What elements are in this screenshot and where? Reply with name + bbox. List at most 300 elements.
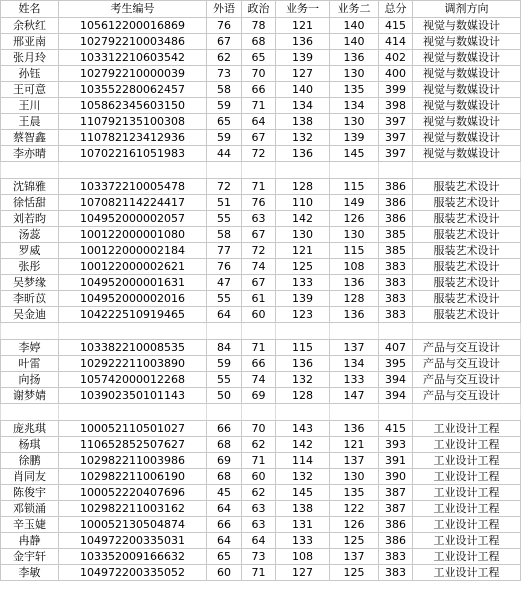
name-cell[interactable]: 杨琪 bbox=[1, 437, 59, 453]
exam-id-cell[interactable]: 104222510919465 bbox=[59, 307, 207, 323]
adjust-direction-cell[interactable]: 工业设计工程 bbox=[413, 453, 521, 469]
subject-one-cell[interactable]: 131 bbox=[276, 517, 330, 533]
total-score-cell[interactable]: 395 bbox=[379, 356, 413, 372]
politics-cell[interactable]: 67 bbox=[242, 227, 276, 243]
name-cell[interactable]: 李婷 bbox=[1, 340, 59, 356]
subject-two-cell[interactable]: 134 bbox=[330, 98, 379, 114]
politics-cell[interactable]: 62 bbox=[242, 437, 276, 453]
subject-two-cell[interactable]: 121 bbox=[330, 437, 379, 453]
subject-one-cell[interactable]: 132 bbox=[276, 372, 330, 388]
subject-two-cell[interactable]: 135 bbox=[330, 82, 379, 98]
adjust-direction-cell[interactable]: 工业设计工程 bbox=[413, 501, 521, 517]
total-score-cell[interactable]: 407 bbox=[379, 340, 413, 356]
foreign-language-cell[interactable]: 44 bbox=[207, 146, 242, 162]
exam-id-cell[interactable]: 102982211003162 bbox=[59, 501, 207, 517]
foreign-language-cell[interactable]: 62 bbox=[207, 50, 242, 66]
politics-cell[interactable]: 66 bbox=[242, 356, 276, 372]
name-cell[interactable]: 邓锁涌 bbox=[1, 501, 59, 517]
subject-two-cell[interactable]: 136 bbox=[330, 307, 379, 323]
empty-cell[interactable] bbox=[413, 404, 521, 421]
subject-two-cell[interactable]: 130 bbox=[330, 114, 379, 130]
total-score-cell[interactable]: 387 bbox=[379, 485, 413, 501]
exam-id-cell[interactable]: 102792210000039 bbox=[59, 66, 207, 82]
total-score-cell[interactable]: 387 bbox=[379, 501, 413, 517]
politics-cell[interactable]: 61 bbox=[242, 291, 276, 307]
subject-one-cell[interactable]: 140 bbox=[276, 82, 330, 98]
subject-two-cell[interactable]: 122 bbox=[330, 501, 379, 517]
exam-id-cell[interactable]: 104952000002057 bbox=[59, 211, 207, 227]
adjust-direction-cell[interactable]: 服装艺术设计 bbox=[413, 259, 521, 275]
foreign-language-cell[interactable]: 64 bbox=[207, 533, 242, 549]
table-row bbox=[1, 307, 521, 323]
adjust-direction-cell[interactable]: 产品与交互设计 bbox=[413, 372, 521, 388]
empty-cell[interactable] bbox=[379, 404, 413, 421]
adjust-direction-cell[interactable]: 视觉与数媒设计 bbox=[413, 130, 521, 146]
subject-one-cell[interactable]: 145 bbox=[276, 485, 330, 501]
name-cell[interactable]: 王川 bbox=[1, 98, 59, 114]
politics-cell[interactable]: 63 bbox=[242, 211, 276, 227]
total-score-cell[interactable]: 397 bbox=[379, 146, 413, 162]
politics-cell[interactable]: 72 bbox=[242, 146, 276, 162]
total-score-cell[interactable]: 397 bbox=[379, 114, 413, 130]
exam-id-cell[interactable]: 100122000002184 bbox=[59, 243, 207, 259]
table-row bbox=[1, 259, 521, 275]
subject-two-cell[interactable]: 134 bbox=[330, 356, 379, 372]
name-cell[interactable]: 汤蕊 bbox=[1, 227, 59, 243]
subject-two-cell[interactable]: 130 bbox=[330, 469, 379, 485]
total-score-cell[interactable]: 391 bbox=[379, 453, 413, 469]
total-score-cell[interactable]: 397 bbox=[379, 130, 413, 146]
subject-one-cell[interactable]: 133 bbox=[276, 275, 330, 291]
total-score-cell[interactable]: 386 bbox=[379, 195, 413, 211]
empty-cell[interactable] bbox=[1, 162, 59, 179]
politics-cell[interactable]: 67 bbox=[242, 130, 276, 146]
foreign-language-cell[interactable]: 58 bbox=[207, 227, 242, 243]
subject-one-cell[interactable]: 125 bbox=[276, 259, 330, 275]
subject-two-cell[interactable]: 136 bbox=[330, 421, 379, 437]
foreign-language-cell[interactable]: 47 bbox=[207, 275, 242, 291]
adjust-direction-cell[interactable]: 工业设计工程 bbox=[413, 485, 521, 501]
name-cell[interactable]: 张月玲 bbox=[1, 50, 59, 66]
name-cell[interactable]: 徐恬甜 bbox=[1, 195, 59, 211]
politics-cell[interactable]: 71 bbox=[242, 98, 276, 114]
adjust-direction-cell[interactable]: 视觉与数媒设计 bbox=[413, 50, 521, 66]
adjust-direction-cell[interactable]: 服装艺术设计 bbox=[413, 211, 521, 227]
politics-cell[interactable]: 73 bbox=[242, 549, 276, 565]
total-score-cell[interactable]: 394 bbox=[379, 388, 413, 404]
politics-cell[interactable]: 65 bbox=[242, 50, 276, 66]
subject-one-cell[interactable]: 142 bbox=[276, 211, 330, 227]
politics-cell[interactable]: 64 bbox=[242, 533, 276, 549]
name-cell[interactable]: 张彤 bbox=[1, 259, 59, 275]
foreign-language-cell[interactable]: 51 bbox=[207, 195, 242, 211]
subject-two-cell[interactable]: 137 bbox=[330, 340, 379, 356]
total-score-cell[interactable]: 383 bbox=[379, 307, 413, 323]
exam-id-cell[interactable]: 102982211003986 bbox=[59, 453, 207, 469]
politics-cell[interactable]: 63 bbox=[242, 517, 276, 533]
adjust-direction-cell[interactable]: 工业设计工程 bbox=[413, 565, 521, 581]
header-subject-two[interactable]: 业务二 bbox=[330, 1, 379, 18]
total-score-cell[interactable]: 402 bbox=[379, 50, 413, 66]
politics-cell[interactable]: 70 bbox=[242, 421, 276, 437]
subject-one-cell[interactable]: 121 bbox=[276, 18, 330, 34]
exam-id-cell[interactable]: 110782123412936 bbox=[59, 130, 207, 146]
subject-one-cell[interactable]: 133 bbox=[276, 533, 330, 549]
subject-one-cell[interactable]: 128 bbox=[276, 179, 330, 195]
subject-one-cell[interactable]: 132 bbox=[276, 130, 330, 146]
adjust-direction-cell[interactable]: 工业设计工程 bbox=[413, 437, 521, 453]
foreign-language-cell[interactable]: 68 bbox=[207, 437, 242, 453]
header-adjust-direction[interactable]: 调剂方向 bbox=[413, 1, 521, 18]
empty-cell[interactable] bbox=[242, 162, 276, 179]
subject-one-cell[interactable]: 127 bbox=[276, 66, 330, 82]
adjust-direction-cell[interactable]: 工业设计工程 bbox=[413, 533, 521, 549]
foreign-language-cell[interactable]: 55 bbox=[207, 211, 242, 227]
header-total-score[interactable]: 总分 bbox=[379, 1, 413, 18]
foreign-language-cell[interactable]: 64 bbox=[207, 501, 242, 517]
politics-cell[interactable]: 67 bbox=[242, 275, 276, 291]
total-score-cell[interactable]: 386 bbox=[379, 211, 413, 227]
subject-one-cell[interactable]: 136 bbox=[276, 356, 330, 372]
adjust-direction-cell[interactable]: 服装艺术设计 bbox=[413, 227, 521, 243]
total-score-cell[interactable]: 385 bbox=[379, 243, 413, 259]
header-politics[interactable]: 政治 bbox=[242, 1, 276, 18]
foreign-language-cell[interactable]: 65 bbox=[207, 549, 242, 565]
empty-cell[interactable] bbox=[242, 323, 276, 340]
subject-one-cell[interactable]: 138 bbox=[276, 114, 330, 130]
table-row bbox=[1, 243, 521, 259]
foreign-language-cell[interactable]: 68 bbox=[207, 469, 242, 485]
exam-id-cell[interactable]: 103382210008535 bbox=[59, 340, 207, 356]
foreign-language-cell[interactable]: 72 bbox=[207, 179, 242, 195]
name-cell[interactable]: 辛玉婕 bbox=[1, 517, 59, 533]
empty-cell[interactable] bbox=[1, 404, 59, 421]
adjust-direction-cell[interactable]: 产品与交互设计 bbox=[413, 340, 521, 356]
total-score-cell[interactable]: 386 bbox=[379, 533, 413, 549]
table-row bbox=[1, 356, 521, 372]
total-score-cell[interactable]: 414 bbox=[379, 34, 413, 50]
foreign-language-cell[interactable]: 55 bbox=[207, 291, 242, 307]
exam-id-cell[interactable]: 103312210603542 bbox=[59, 50, 207, 66]
name-cell[interactable]: 李亦晴 bbox=[1, 146, 59, 162]
table-row bbox=[1, 485, 521, 501]
table-row bbox=[1, 98, 521, 114]
subject-two-cell[interactable]: 147 bbox=[330, 388, 379, 404]
foreign-language-cell[interactable]: 66 bbox=[207, 421, 242, 437]
politics-cell[interactable]: 71 bbox=[242, 453, 276, 469]
politics-cell[interactable]: 76 bbox=[242, 195, 276, 211]
politics-cell[interactable]: 74 bbox=[242, 372, 276, 388]
exam-id-cell[interactable]: 104952000002016 bbox=[59, 291, 207, 307]
subject-one-cell[interactable]: 136 bbox=[276, 34, 330, 50]
politics-cell[interactable]: 71 bbox=[242, 565, 276, 581]
adjust-direction-cell[interactable]: 服装艺术设计 bbox=[413, 307, 521, 323]
subject-one-cell[interactable]: 138 bbox=[276, 501, 330, 517]
header-row bbox=[1, 1, 521, 18]
exam-id-cell[interactable]: 100052130504874 bbox=[59, 517, 207, 533]
exam-id-cell[interactable]: 107022161051983 bbox=[59, 146, 207, 162]
total-score-cell[interactable]: 386 bbox=[379, 179, 413, 195]
name-cell[interactable]: 沈锦雅 bbox=[1, 179, 59, 195]
exam-id-cell[interactable]: 110652852507627 bbox=[59, 437, 207, 453]
table-row bbox=[1, 565, 521, 581]
subject-one-cell[interactable]: 143 bbox=[276, 421, 330, 437]
politics-cell[interactable]: 66 bbox=[242, 82, 276, 98]
subject-two-cell[interactable]: 137 bbox=[330, 549, 379, 565]
subject-one-cell[interactable]: 130 bbox=[276, 227, 330, 243]
subject-two-cell[interactable]: 126 bbox=[330, 211, 379, 227]
adjust-direction-cell[interactable]: 工业设计工程 bbox=[413, 469, 521, 485]
subject-one-cell[interactable]: 115 bbox=[276, 340, 330, 356]
name-cell[interactable]: 蔡智鑫 bbox=[1, 130, 59, 146]
empty-cell[interactable] bbox=[242, 404, 276, 421]
adjust-direction-cell[interactable]: 服装艺术设计 bbox=[413, 195, 521, 211]
foreign-language-cell[interactable]: 66 bbox=[207, 517, 242, 533]
total-score-cell[interactable]: 415 bbox=[379, 421, 413, 437]
subject-two-cell[interactable]: 126 bbox=[330, 517, 379, 533]
empty-cell[interactable] bbox=[276, 404, 330, 421]
subject-one-cell[interactable]: 110 bbox=[276, 195, 330, 211]
total-score-cell[interactable]: 394 bbox=[379, 372, 413, 388]
subject-two-cell[interactable]: 149 bbox=[330, 195, 379, 211]
foreign-language-cell[interactable]: 67 bbox=[207, 34, 242, 50]
name-cell[interactable]: 邢亚南 bbox=[1, 34, 59, 50]
adjust-direction-cell[interactable]: 视觉与数媒设计 bbox=[413, 82, 521, 98]
name-cell[interactable]: 孙钰 bbox=[1, 66, 59, 82]
subject-one-cell[interactable]: 128 bbox=[276, 388, 330, 404]
empty-cell[interactable] bbox=[1, 323, 59, 340]
header-foreign-language[interactable]: 外语 bbox=[207, 1, 242, 18]
name-cell[interactable]: 余秋红 bbox=[1, 18, 59, 34]
politics-cell[interactable]: 60 bbox=[242, 469, 276, 485]
total-score-cell[interactable]: 383 bbox=[379, 549, 413, 565]
subject-two-cell[interactable]: 145 bbox=[330, 146, 379, 162]
exam-id-cell[interactable]: 107082114224417 bbox=[59, 195, 207, 211]
exam-id-cell[interactable]: 100122000002621 bbox=[59, 259, 207, 275]
total-score-cell[interactable]: 383 bbox=[379, 275, 413, 291]
empty-cell[interactable] bbox=[379, 323, 413, 340]
politics-cell[interactable]: 71 bbox=[242, 179, 276, 195]
foreign-language-cell[interactable]: 76 bbox=[207, 18, 242, 34]
adjust-direction-cell[interactable]: 工业设计工程 bbox=[413, 549, 521, 565]
empty-cell[interactable] bbox=[379, 162, 413, 179]
subject-two-cell[interactable]: 139 bbox=[330, 130, 379, 146]
foreign-language-cell[interactable]: 77 bbox=[207, 243, 242, 259]
foreign-language-cell[interactable]: 76 bbox=[207, 259, 242, 275]
total-score-cell[interactable]: 386 bbox=[379, 517, 413, 533]
exam-id-cell[interactable]: 103372210005478 bbox=[59, 179, 207, 195]
politics-cell[interactable]: 72 bbox=[242, 243, 276, 259]
exam-id-cell[interactable]: 104972200335052 bbox=[59, 565, 207, 581]
name-cell[interactable]: 王可意 bbox=[1, 82, 59, 98]
politics-cell[interactable]: 60 bbox=[242, 307, 276, 323]
foreign-language-cell[interactable]: 73 bbox=[207, 66, 242, 82]
foreign-language-cell[interactable]: 60 bbox=[207, 565, 242, 581]
subject-two-cell[interactable]: 136 bbox=[330, 275, 379, 291]
name-cell[interactable]: 金宇轩 bbox=[1, 549, 59, 565]
adjust-direction-cell[interactable]: 视觉与数媒设计 bbox=[413, 66, 521, 82]
subject-one-cell[interactable]: 121 bbox=[276, 243, 330, 259]
name-cell[interactable]: 庞兆琪 bbox=[1, 421, 59, 437]
name-cell[interactable]: 刘若昀 bbox=[1, 211, 59, 227]
adjust-direction-cell[interactable]: 服装艺术设计 bbox=[413, 275, 521, 291]
foreign-language-cell[interactable]: 58 bbox=[207, 82, 242, 98]
table-row bbox=[1, 146, 521, 162]
empty-cell[interactable] bbox=[59, 323, 207, 340]
total-score-cell[interactable]: 415 bbox=[379, 18, 413, 34]
adjust-direction-cell[interactable]: 工业设计工程 bbox=[413, 421, 521, 437]
exam-id-cell[interactable]: 110792135100308 bbox=[59, 114, 207, 130]
name-cell[interactable]: 谢梦婧 bbox=[1, 388, 59, 404]
politics-cell[interactable]: 71 bbox=[242, 340, 276, 356]
adjust-direction-cell[interactable]: 产品与交互设计 bbox=[413, 388, 521, 404]
exam-id-cell[interactable]: 102792210003486 bbox=[59, 34, 207, 50]
exam-id-cell[interactable]: 103552280062457 bbox=[59, 82, 207, 98]
adjust-direction-cell[interactable]: 产品与交互设计 bbox=[413, 356, 521, 372]
foreign-language-cell[interactable]: 69 bbox=[207, 453, 242, 469]
name-cell[interactable]: 徐鹏 bbox=[1, 453, 59, 469]
subject-two-cell[interactable]: 137 bbox=[330, 453, 379, 469]
header-exam-id[interactable]: 考生编号 bbox=[59, 1, 207, 18]
adjust-direction-cell[interactable]: 视觉与数媒设计 bbox=[413, 34, 521, 50]
name-cell[interactable]: 王晨 bbox=[1, 114, 59, 130]
total-score-cell[interactable]: 383 bbox=[379, 565, 413, 581]
subject-two-cell[interactable]: 115 bbox=[330, 179, 379, 195]
subject-one-cell[interactable]: 123 bbox=[276, 307, 330, 323]
adjust-direction-cell[interactable]: 视觉与数媒设计 bbox=[413, 98, 521, 114]
exam-id-cell[interactable]: 105742000012268 bbox=[59, 372, 207, 388]
total-score-cell[interactable]: 400 bbox=[379, 66, 413, 82]
total-score-cell[interactable]: 390 bbox=[379, 469, 413, 485]
foreign-language-cell[interactable]: 59 bbox=[207, 98, 242, 114]
name-cell[interactable]: 罗威 bbox=[1, 243, 59, 259]
subject-one-cell[interactable]: 134 bbox=[276, 98, 330, 114]
subject-one-cell[interactable]: 136 bbox=[276, 146, 330, 162]
subject-one-cell[interactable]: 139 bbox=[276, 291, 330, 307]
exam-id-cell[interactable]: 104952000001631 bbox=[59, 275, 207, 291]
politics-cell[interactable]: 63 bbox=[242, 501, 276, 517]
politics-cell[interactable]: 62 bbox=[242, 485, 276, 501]
exam-id-cell[interactable]: 100052220407696 bbox=[59, 485, 207, 501]
exam-id-cell[interactable]: 100052110501027 bbox=[59, 421, 207, 437]
empty-cell[interactable] bbox=[330, 404, 379, 421]
table-row bbox=[1, 227, 521, 243]
subject-two-cell[interactable]: 130 bbox=[330, 227, 379, 243]
exam-id-cell[interactable]: 102982211006190 bbox=[59, 469, 207, 485]
name-cell[interactable]: 冉静 bbox=[1, 533, 59, 549]
header-subject-one[interactable]: 业务一 bbox=[276, 1, 330, 18]
table-row bbox=[1, 34, 521, 50]
total-score-cell[interactable]: 383 bbox=[379, 291, 413, 307]
subject-two-cell[interactable]: 135 bbox=[330, 485, 379, 501]
name-cell[interactable]: 陈俊宇 bbox=[1, 485, 59, 501]
subject-one-cell[interactable]: 108 bbox=[276, 549, 330, 565]
empty-cell[interactable] bbox=[207, 404, 242, 421]
name-cell[interactable]: 李昕苡 bbox=[1, 291, 59, 307]
foreign-language-cell[interactable]: 55 bbox=[207, 372, 242, 388]
empty-cell[interactable] bbox=[207, 162, 242, 179]
adjust-direction-cell[interactable]: 服装艺术设计 bbox=[413, 291, 521, 307]
exam-id-cell[interactable]: 103902350101143 bbox=[59, 388, 207, 404]
adjust-direction-cell[interactable]: 工业设计工程 bbox=[413, 517, 521, 533]
exam-id-cell[interactable]: 105612200016869 bbox=[59, 18, 207, 34]
foreign-language-cell[interactable]: 59 bbox=[207, 356, 242, 372]
adjust-direction-cell[interactable]: 服装艺术设计 bbox=[413, 179, 521, 195]
politics-cell[interactable]: 70 bbox=[242, 66, 276, 82]
subject-two-cell[interactable]: 136 bbox=[330, 50, 379, 66]
empty-cell[interactable] bbox=[276, 162, 330, 179]
adjust-direction-cell[interactable]: 视觉与数媒设计 bbox=[413, 114, 521, 130]
subject-two-cell[interactable]: 133 bbox=[330, 372, 379, 388]
name-cell[interactable]: 吴梦缘 bbox=[1, 275, 59, 291]
empty-cell[interactable] bbox=[276, 323, 330, 340]
politics-cell[interactable]: 78 bbox=[242, 18, 276, 34]
foreign-language-cell[interactable]: 59 bbox=[207, 130, 242, 146]
subject-one-cell[interactable]: 132 bbox=[276, 469, 330, 485]
adjust-direction-cell[interactable]: 视觉与数媒设计 bbox=[413, 146, 521, 162]
empty-cell[interactable] bbox=[330, 162, 379, 179]
total-score-cell[interactable]: 385 bbox=[379, 227, 413, 243]
subject-one-cell[interactable]: 142 bbox=[276, 437, 330, 453]
exam-id-cell[interactable]: 100122000001080 bbox=[59, 227, 207, 243]
empty-cell[interactable] bbox=[59, 404, 207, 421]
name-cell[interactable]: 叶雷 bbox=[1, 356, 59, 372]
name-cell[interactable]: 吴金迪 bbox=[1, 307, 59, 323]
total-score-cell[interactable]: 399 bbox=[379, 82, 413, 98]
politics-cell[interactable]: 69 bbox=[242, 388, 276, 404]
total-score-cell[interactable]: 398 bbox=[379, 98, 413, 114]
subject-two-cell[interactable]: 140 bbox=[330, 18, 379, 34]
subject-one-cell[interactable]: 127 bbox=[276, 565, 330, 581]
adjust-direction-cell[interactable]: 服装艺术设计 bbox=[413, 243, 521, 259]
foreign-language-cell[interactable]: 45 bbox=[207, 485, 242, 501]
foreign-language-cell[interactable]: 65 bbox=[207, 114, 242, 130]
politics-cell[interactable]: 74 bbox=[242, 259, 276, 275]
subject-two-cell[interactable]: 130 bbox=[330, 66, 379, 82]
subject-two-cell[interactable]: 108 bbox=[330, 259, 379, 275]
subject-two-cell[interactable]: 125 bbox=[330, 533, 379, 549]
name-cell[interactable]: 肖同友 bbox=[1, 469, 59, 485]
politics-cell[interactable]: 64 bbox=[242, 114, 276, 130]
empty-cell[interactable] bbox=[59, 162, 207, 179]
foreign-language-cell[interactable]: 64 bbox=[207, 307, 242, 323]
exam-id-cell[interactable]: 103352009166632 bbox=[59, 549, 207, 565]
empty-cell[interactable] bbox=[207, 323, 242, 340]
empty-cell[interactable] bbox=[330, 323, 379, 340]
subject-two-cell[interactable]: 140 bbox=[330, 34, 379, 50]
table-row bbox=[1, 533, 521, 549]
foreign-language-cell[interactable]: 84 bbox=[207, 340, 242, 356]
empty-cell[interactable] bbox=[413, 323, 521, 340]
adjust-direction-cell[interactable]: 视觉与数媒设计 bbox=[413, 18, 521, 34]
empty-cell[interactable] bbox=[413, 162, 521, 179]
exam-id-cell[interactable]: 104972200335031 bbox=[59, 533, 207, 549]
header-name[interactable]: 姓名 bbox=[1, 1, 59, 18]
subject-two-cell[interactable]: 115 bbox=[330, 243, 379, 259]
total-score-cell[interactable]: 393 bbox=[379, 437, 413, 453]
politics-cell[interactable]: 68 bbox=[242, 34, 276, 50]
subject-two-cell[interactable]: 125 bbox=[330, 565, 379, 581]
name-cell[interactable]: 李敏 bbox=[1, 565, 59, 581]
exam-id-cell[interactable]: 102922211003890 bbox=[59, 356, 207, 372]
subject-one-cell[interactable]: 139 bbox=[276, 50, 330, 66]
foreign-language-cell[interactable]: 50 bbox=[207, 388, 242, 404]
subject-one-cell[interactable]: 114 bbox=[276, 453, 330, 469]
name-cell[interactable]: 向扬 bbox=[1, 372, 59, 388]
total-score-cell[interactable]: 383 bbox=[379, 259, 413, 275]
exam-id-cell[interactable]: 105862345603150 bbox=[59, 98, 207, 114]
subject-two-cell[interactable]: 128 bbox=[330, 291, 379, 307]
